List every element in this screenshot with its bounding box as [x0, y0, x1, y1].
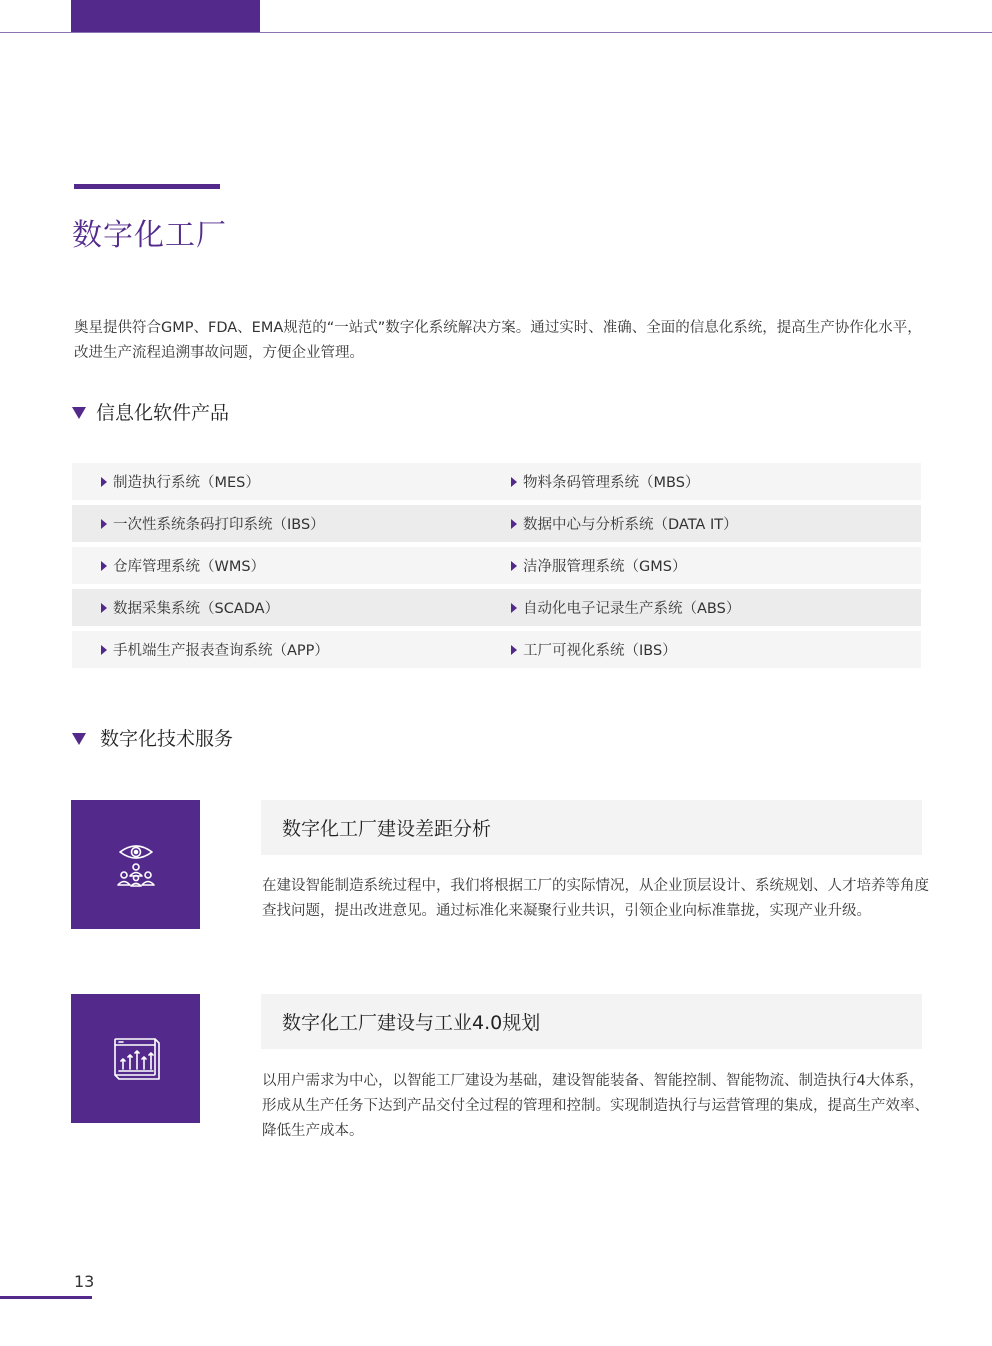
service-icon-box: [71, 994, 200, 1123]
caret-right-icon: [511, 645, 517, 655]
section-heading-services: [72, 724, 233, 751]
header-tab: [71, 0, 260, 33]
service-description: 在建设智能制造系统过程中，我们将根据工厂的实际情况，从企业顶层设计、系统规划、人才培养等角度查找问题，提出改进意见。通过标准化来凝聚行业共识，引领企业向标准靠拢，实现产业升级。: [262, 878, 929, 919]
triangle-down-icon: [72, 733, 86, 745]
software-product-list: [72, 463, 921, 673]
product-label: 物料条码管理系统（MBS）: [523, 475, 700, 491]
product-label: 数据中心与分析系统（DATA IT）: [523, 517, 738, 533]
product-label: 手机端生产报表查询系统（APP）: [113, 643, 329, 659]
caret-right-icon: [511, 603, 517, 613]
page-number: 13: [74, 1272, 95, 1291]
triangle-down-icon: [72, 407, 86, 419]
product-item: [511, 463, 921, 500]
service-title-box: [261, 800, 922, 855]
caret-right-icon: [101, 477, 107, 487]
service-icon-box: [71, 800, 200, 929]
product-row: [72, 631, 921, 668]
caret-right-icon: [101, 561, 107, 571]
product-row: [72, 589, 921, 626]
service-title: 数字化工厂建设与工业4.0规划: [282, 1012, 541, 1034]
product-item: [72, 589, 511, 626]
section-heading-software: [72, 398, 229, 425]
page-number-underline: [0, 1296, 92, 1299]
product-item: [72, 547, 511, 584]
page-title: 数字化工厂: [72, 218, 227, 253]
caret-right-icon: [101, 645, 107, 655]
eye-team-icon: [113, 842, 159, 888]
caret-right-icon: [101, 519, 107, 529]
service-title-box: [261, 994, 922, 1049]
caret-right-icon: [101, 603, 107, 613]
product-item: [511, 631, 921, 668]
product-label: 仓库管理系统（WMS）: [113, 559, 266, 575]
product-item: [511, 505, 921, 542]
product-label: 洁净服管理系统（GMS）: [523, 559, 687, 575]
title-accent-bar: [74, 184, 220, 189]
chart-growth-icon: [111, 1035, 161, 1083]
product-row: [72, 505, 921, 542]
intro-paragraph: 奥星提供符合GMP、FDA、EMA规范的“一站式”数字化系统解决方案。通过实时、准确、全面的信息化系统，提高生产协作化水平，改进生产流程追溯事故问题，方便企业管理。: [74, 320, 922, 361]
product-row: [72, 463, 921, 500]
product-item: [72, 505, 511, 542]
caret-right-icon: [511, 477, 517, 487]
section-heading-label: 数字化技术服务: [100, 728, 234, 750]
caret-right-icon: [511, 519, 517, 529]
service-title: 数字化工厂建设差距分析: [282, 818, 492, 840]
section-heading-label: 信息化软件产品: [96, 402, 230, 424]
product-item: [72, 631, 511, 668]
product-item: [511, 589, 921, 626]
header-line: [0, 32, 992, 33]
product-item: [511, 547, 921, 584]
service-description: 以用户需求为中心，以智能工厂建设为基础，建设智能装备、智能控制、智能物流、制造执行4大体系，形成从生产任务下达到产品交付全过程的管理和控制。实现制造执行与运营管理的集成，提高生产效率、降低生产成本。: [262, 1073, 929, 1139]
product-label: 数据采集系统（SCADA）: [113, 601, 280, 617]
product-label: 自动化电子记录生产系统（ABS）: [523, 601, 741, 617]
caret-right-icon: [511, 561, 517, 571]
product-item: [72, 463, 511, 500]
product-row: [72, 547, 921, 584]
product-label: 工厂可视化系统（IBS）: [523, 643, 677, 659]
product-label: 制造执行系统（MES）: [113, 475, 260, 491]
product-label: 一次性系统条码打印系统（IBS）: [113, 517, 325, 533]
